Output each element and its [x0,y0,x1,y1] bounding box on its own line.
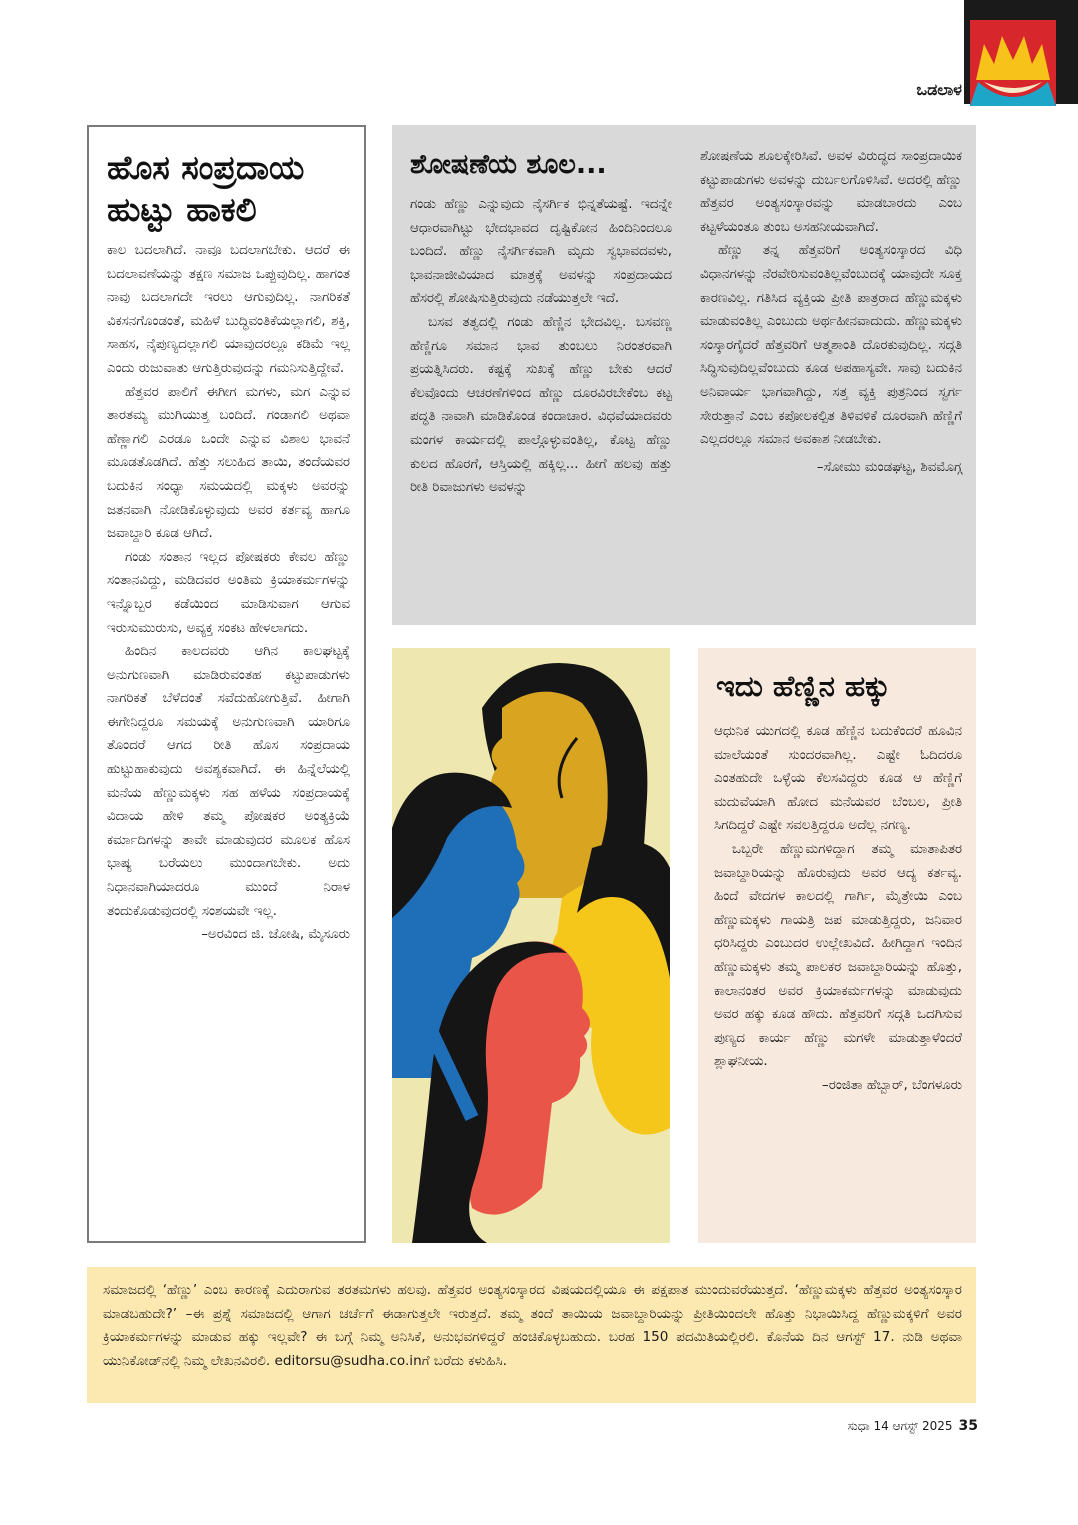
article-body [107,239,350,923]
women-profiles-illustration [392,648,670,1243]
article-title: ಹೊಸ ಸಂಪ್ರದಾಯ ಹುಟ್ಟು ಹಾಕಲಿ [107,148,305,229]
author-signature: –ರಂಜಿತಾ ಹೆಬ್ಬಾರ್, ಬೆಂಗಳೂರು [822,1077,962,1093]
paragraph: ಗಂಡು ಸಂತಾನ ಇಲ್ಲದ ಪೋಷಕರು ಕೇವಲ ಹೆಣ್ಣು ಸಂತಾನವಿದ್ದು, ಮಡಿದವರ ಅಂತಿಮ ಕ್ರಿಯಾಕರ್ಮಗಳನ್ನು ಇನ್ನೊಬ್ಬರ ಕಡೆಯಿಂದ ಮಾಡಿಸುವಾಗ ಆಗುವ ಇರುಸುಮುರುಸು, ಅವ್ಯಕ್ತ ಸಂಕಟ ಹೇಳಲಾಗದು. [107,549,350,636]
paragraph: ಕಾಲ ಬದಲಾಗಿದೆ. ನಾವೂ ಬದಲಾಗಬೇಕು. ಆದರೆ ಈ ಬದಲಾವಣೆಯನ್ನು ತಕ್ಷಣ ಸಮಾಜ ಒಪ್ಪುವುದಿಲ್ಲ. ಹಾಗಂತ ನಾವು ಬದಲಾಗದೇ ಇರಲು ಆಗುವುದಿಲ್ಲ. ನಾಗರಿಕತೆ ವಿಕಸನಗೊಂಡಂತೆ, ಮಹಿಳೆ ಬುದ್ಧಿವಂತಿಕೆಯಲ್ಲಾಗಲಿ, ಶಕ್ತಿ, ಸಾಹಸ, ನೈಪುಣ್ಯದಲ್ಲಾಗಲಿ ಯಾವುದರಲ್ಲೂ ಕಡಿಮೆ ಇಲ್ಲ ಎಂದು ರುಜುವಾತು ಆಗುತ್ತಿರುವುದನ್ನು ಗಮನಿಸುತ್ತಿದ್ದೇವೆ. [107,243,350,376]
author-signature: –ಅರವಿಂದ ಜಿ. ಜೋಷಿ, ಮೈಸೂರು [201,927,350,943]
article-title: ಇದು ಹೆಣ್ಣಿನ ಹಕ್ಕು [716,669,891,703]
paragraph: ಹೆತ್ತವರ ಪಾಲಿಗೆ ಈಗೀಗ ಮಗಳು, ಮಗ ಎನ್ನುವ ತಾರತಮ್ಯ ಮುಗಿಯುತ್ತ ಬಂದಿದೆ. ಗಂಡಾಗಲಿ ಅಥವಾ ಹೆಣ್ಣಾಗಲಿ ಎರಡೂ ಒಂದೇ ಎನ್ನುವ ವಿಶಾಲ ಭಾವನೆ ಮೂಡತೊಡಗಿದೆ. ಹೆತ್ತು ಸಲುಹಿದ ತಾಯಿ, ತಂದೆಯವರ ಬದುಕಿನ ಸಂಧ್ಯಾ ಸಮಯದಲ್ಲಿ ಮಕ್ಕಳು ಅವರನ್ನು ಜತನವಾಗಿ ನೋಡಿಕೊಳ್ಳುವುದು ಅವರ ಕರ್ತವ್ಯ ಹಾಗೂ ಜವಾಬ್ದಾರಿ ಕೂಡ ಆಗಿದೆ. [107,384,350,542]
article-title: ಶೋಷಣೆಯ ಶೂಲ... [410,149,607,180]
article-womans-right [698,648,976,1243]
page-footer [780,1418,978,1434]
paragraph: ಗಂಡು ಹೆಣ್ಣು ಎನ್ನುವುದು ನೈಸರ್ಗಿಕ ಭಿನ್ನತೆಯಷ್ಟೆ. ಇದನ್ನೇ ಆಧಾರವಾಗಿಟ್ಟು ಭೇದಭಾವದ ದೃಷ್ಟಿಕೋನ ಹಿಂದಿನಿಂದಲೂ ಬಂದಿದೆ. ಹೆಣ್ಣು ನೈಸರ್ಗಿಕವಾಗಿ ಮೃದು ಸ್ವಭಾವದವಳು, ಭಾವನಾಜೀವಿಯಾದ ಮಾತ್ರಕ್ಕೆ ಅವಳನ್ನು ಸಂಪ್ರದಾಯದ ಹೆಸರಲ್ಲಿ ಶೋಷಿಸುತ್ತಿರುವುದು ನಡೆಯುತ್ತಲೇ ಇದೆ. [410,197,672,307]
paragraph: ಒಬ್ಬರೇ ಹೆಣ್ಣುಮಗಳಿದ್ದಾಗ ತಮ್ಮ ಮಾತಾಪಿತರ ಜವಾಬ್ದಾರಿಯನ್ನು ಹೊರುವುದು ಅವರ ಆದ್ಯ ಕರ್ತವ್ಯ. ಹಿಂದೆ ವೇದಗಳ ಕಾಲದಲ್ಲಿ ಗಾರ್ಗಿ, ಮೈತ್ರೇಯಿ ಎಂಬ ಹೆಣ್ಣುಮಕ್ಕಳು ಗಾಯತ್ರಿ ಜಪ ಮಾಡುತ್ತಿದ್ದರು, ಜನಿವಾರ ಧರಿಸಿದ್ದರು ಎಂಬುದರ ಉಲ್ಲೇಖವಿದೆ. ಹೀಗಿದ್ದಾಗ ಇಂದಿನ ಹೆಣ್ಣುಮಕ್ಕಳು ತಮ್ಮ ಪಾಲಕರ ಜವಾಬ್ದಾರಿಯನ್ನು ಹೊತ್ತು, ಕಾಲಾನಂತರ ಅವರ ಕ್ರಿಯಾಕರ್ಮಗಳನ್ನು ಮಾಡುವುದು ಅವರ ಹಕ್ಕು ಕೂಡ ಹೌದು. ಹೆತ್ತವರಿಗೆ ಸದ್ಗತಿ ಒದಗಿಸುವ ಪುಣ್ಯದ ಕಾರ್ಯ ಹೆಣ್ಣು ಮಗಳೇ ಮಾಡುತ್ತಾಳೆಂದರೆ ಶ್ಲಾಘನೀಯ. [714,841,962,1070]
paragraph: ಶೋಷಣೆಯ ಶೂಲಕ್ಕೇರಿಸಿವೆ. ಅವಳ ವಿರುದ್ಧದ ಸಾಂಪ್ರದಾಯಿಕ ಕಟ್ಟುಪಾಡುಗಳು ಅವಳನ್ನು ದುರ್ಬಲಗೊಳಿಸಿವೆ. ಅದರಲ್ಲಿ ಹೆಣ್ಣು ಹೆತ್ತವರ ಅಂತ್ಯಸಂಸ್ಕಾರವನ್ನು ಮಾಡಬಾರದು ಎಂಬ ಕಟ್ಟಳೆಯಂತೂ ತುಂಬ ಅಸಹನೀಯವಾಗಿದೆ. [700,149,962,235]
article-column-1 [410,145,672,500]
issue-label: ಸುಧಾ 14 ಆಗಸ್ಟ್ 2025 [847,1419,953,1433]
call-for-submissions-banner [87,1267,976,1403]
section-title: ಒಡಲಾಳ [916,80,962,99]
paragraph: ಬಸವ ತತ್ವದಲ್ಲಿ ಗಂಡು ಹೆಣ್ಣಿನ ಭೇದವಿಲ್ಲ. ಬಸವಣ್ಣ ಹೆಣ್ಣಿಗೂ ಸಮಾನ ಭಾವ ತುಂಬಲು ನಿರಂತರವಾಗಿ ಪ್ರಯತ್ನಿಸಿದರು. ಕಷ್ಟಕ್ಕೆ ಸುಖಕ್ಕೆ ಹೆಣ್ಣು ಬೇಕು ಆದರೆ ಕೆಲವೊಂದು ಆಚರಣೆಗಳಿಂದ ಹೆಣ್ಣು ದೂರವಿರಬೇಕೆಂಬ ಕಟ್ಟ ಪದ್ಧತಿ ನಾವಾಗಿ ಮಾಡಿಕೊಂಡ ಕಂದಾಚಾರ. ವಿಧವೆಯಾದವರು ಮಂಗಳ ಕಾರ್ಯದಲ್ಲಿ ಪಾಲ್ಗೊಳ್ಳುವಂತಿಲ್ಲ, ಕೊಟ್ಟ ಹೆಣ್ಣು ಕುಲದ ಹೊರಗೆ, ಆಸ್ತಿಯಲ್ಲಿ ಹಕ್ಕಿಲ್ಲ... ಹೀಗೆ ಹಲವು ಹತ್ತು ರೀತಿ ರಿವಾಜುಗಳು ಅವಳನ್ನು [410,314,672,496]
banner-text: ಸಮಾಜದಲ್ಲಿ ‘ಹೆಣ್ಣು’ ಎಂಬ ಕಾರಣಕ್ಕೆ ಎದುರಾಗುವ ತರತಮಗಳು ಹಲವು. ಹೆತ್ತವರ ಅಂತ್ಯಸಂಸ್ಕಾರದ ವಿಷಯದಲ್ಲಿಯೂ ಈ ಪಕ್ಷಪಾತ ಮುಂದುವರೆಯುತ್ತದೆ. ‘ಹೆಣ್ಣುಮಕ್ಕಳು ಹೆತ್ತವರ ಅಂತ್ಯಸಂಸ್ಕಾರ ಮಾಡಬಹುದೇ?’ –ಈ ಪ್ರಶ್ನೆ ಸಮಾಜದಲ್ಲಿ ಆಗಾಗ ಚರ್ಚೆಗೆ ಈಡಾಗುತ್ತಲೇ ಇರುತ್ತದೆ. ತಮ್ಮ ತಂದೆ ತಾಯಿಯ ಜವಾಬ್ದಾರಿಯನ್ನು ಪ್ರೀತಿಯಿಂದಲೇ ಹೊತ್ತು ನಿಭಾಯಿಸಿದ್ದ ಹೆಣ್ಣುಮಕ್ಕಳಿಗೆ ಅವರ ಕ್ರಿಯಾಕರ್ಮಗಳನ್ನು ಮಾಡುವ ಹಕ್ಕು ಇಲ್ಲವೇ? ಈ ಬಗ್ಗೆ ನಿಮ್ಮ ಅನಿಸಿಕೆ, ಅನುಭವಗಳಿದ್ದರೆ ಹಂಚಿಕೊಳ್ಳಬಹುದು. ಬರಹ 150 ಪದಮಿತಿಯಲ್ಲಿರಲಿ. ಕೊನೆಯ ದಿನ ಆಗಸ್ಟ್ 17. ನುಡಿ ಅಥವಾ ಯುನಿಕೋಡ್‌ನಲ್ಲಿ ನಿಮ್ಮ ಲೇಖನವಿರಲಿ. editorsu@sudha.co.inಗೆ ಬರೆದು ಕಳುಹಿಸಿ. [103,1282,962,1369]
article-exploitation [392,125,976,625]
section-logo-icon [970,20,1056,106]
paragraph: ಹೆಣ್ಣು ತನ್ನ ಹೆತ್ತವರಿಗೆ ಅಂತ್ಯಸಂಸ್ಕಾರದ ವಿಧಿ ವಿಧಾನಗಳನ್ನು ನೆರವೇರಿಸುವಂತಿಲ್ಲವೆಂಬುದಕ್ಕೆ ಯಾವುದೇ ಸೂಕ್ತ ಕಾರಣವಿಲ್ಲ. ಗತಿಸಿದ ವ್ಯಕ್ತಿಯ ಪ್ರೀತಿ ಪಾತ್ರರಾದ ಹೆಣ್ಣುಮಕ್ಕಳು ಮಾಡುವಂತಿಲ್ಲ ಎಂಬುದು ಅರ್ಥಹೀನವಾದುದು. ಹೆಣ್ಣುಮಕ್ಕಳು ಸಂಸ್ಕಾರಗೈದರೆ ಹೆತ್ತವರಿಗೆ ಆತ್ಮಶಾಂತಿ ದೊರಕುವುದಿಲ್ಲ. ಸದ್ಗತಿ ಸಿದ್ಧಿಸುವುದಿಲ್ಲವೆಂಬುದು ಕೂಡ ಅಪಹಾಸ್ಯವೇ. ಸಾವು ಬದುಕಿನ ಅನಿವಾರ್ಯ ಭಾಗವಾಗಿದ್ದು, ಸತ್ತ ವ್ಯಕ್ತಿ ಪುತ್ರನಿಂದ ಸ್ವರ್ಗ ಸೇರುತ್ತಾನೆ ಎಂಬ ಕಪೋಲಕಲ್ಪಿತ ತಿಳಿವಳಿಕೆ ದೂರವಾಗಿ ಹೆಣ್ಣಿಗೆ ಎಲ್ಲದರಲ್ಲೂ ಸಮಾನ ಅವಕಾಶ ನೀಡಬೇಕು. [700,243,962,448]
article-body [714,720,962,1074]
paragraph: ಹಿಂದಿನ ಕಾಲದವರು ಆಗಿನ ಕಾಲಘಟ್ಟಕ್ಕೆ ಅನುಗುಣವಾಗಿ ಮಾಡಿರುವಂತಹ ಕಟ್ಟುಪಾಡುಗಳು ನಾಗರಿಕತೆ ಬೆಳೆದಂತೆ ಸವೆದುಹೋಗುತ್ತಿವೆ. ಹೀಗಾಗಿ ಈಗೇನಿದ್ದರೂ ಸಮಯಕ್ಕೆ ಅನುಗುಣವಾಗಿ ಯಾರಿಗೂ ತೊಂದರೆ ಆಗದ ರೀತಿ ಹೊಸ ಸಂಪ್ರದಾಯ ಹುಟ್ಟುಹಾಕುವುದು ಅವಶ್ಯಕವಾಗಿದೆ. ಈ ಹಿನ್ನೆಲೆಯಲ್ಲಿ ಮನೆಯ ಹೆಣ್ಣುಮಕ್ಕಳು ಸಹ ಹಳೆಯ ಸಂಪ್ರದಾಯಕ್ಕೆ ವಿದಾಯ ಹೇಳಿ ತಮ್ಮ ಪೋಷಕರ ಅಂತ್ಯಕ್ರಿಯೆ ಕರ್ಮಾದಿಗಳನ್ನು ತಾವೇ ಮಾಡುವುದರ ಮೂಲಕ ಹೊಸ ಭಾಷ್ಯ ಬರೆಯಲು ಮುಂದಾಗಬೇಕು. ಅದು ನಿಧಾನವಾಗಿಯಾದರೂ ಮುಂದೆ ನಿರಾಳ ತಂದುಕೊಡುವುದರಲ್ಲಿ ಸಂಶಯವೇ ಇಲ್ಲ. [107,644,350,919]
article-column-2 [700,145,962,500]
author-signature: –ಸೋಮು ಮಂಡಘಟ್ಟ, ಶಿವಮೊಗ್ಗ [816,459,962,475]
page-number: 35 [958,1418,978,1434]
article-new-tradition [87,125,366,1243]
paragraph: ಆಧುನಿಕ ಯುಗದಲ್ಲಿ ಕೂಡ ಹೆಣ್ಣಿನ ಬದುಕೆಂದರೆ ಹೂವಿನ ಮಾಲೆಯಂತೆ ಸುಂದರವಾಗಿಲ್ಲ. ಎಷ್ಟೇ ಓದಿದರೂ ಎಂತಹುದೇ ಒಳ್ಳೆಯ ಕೆಲಸವಿದ್ದರು ಕೂಡ ಆ ಹೆಣ್ಣಿಗೆ ಮದುವೆಯಾಗಿ ಹೋದ ಮನೆಯವರ ಬೆಂಬಲ, ಪ್ರೀತಿ ಸಿಗದಿದ್ದರೆ ಎಷ್ಟೇ ಸವಲತ್ತಿದ್ದರೂ ಅದೆಲ್ಲ ನಗಣ್ಯ. [714,724,962,834]
